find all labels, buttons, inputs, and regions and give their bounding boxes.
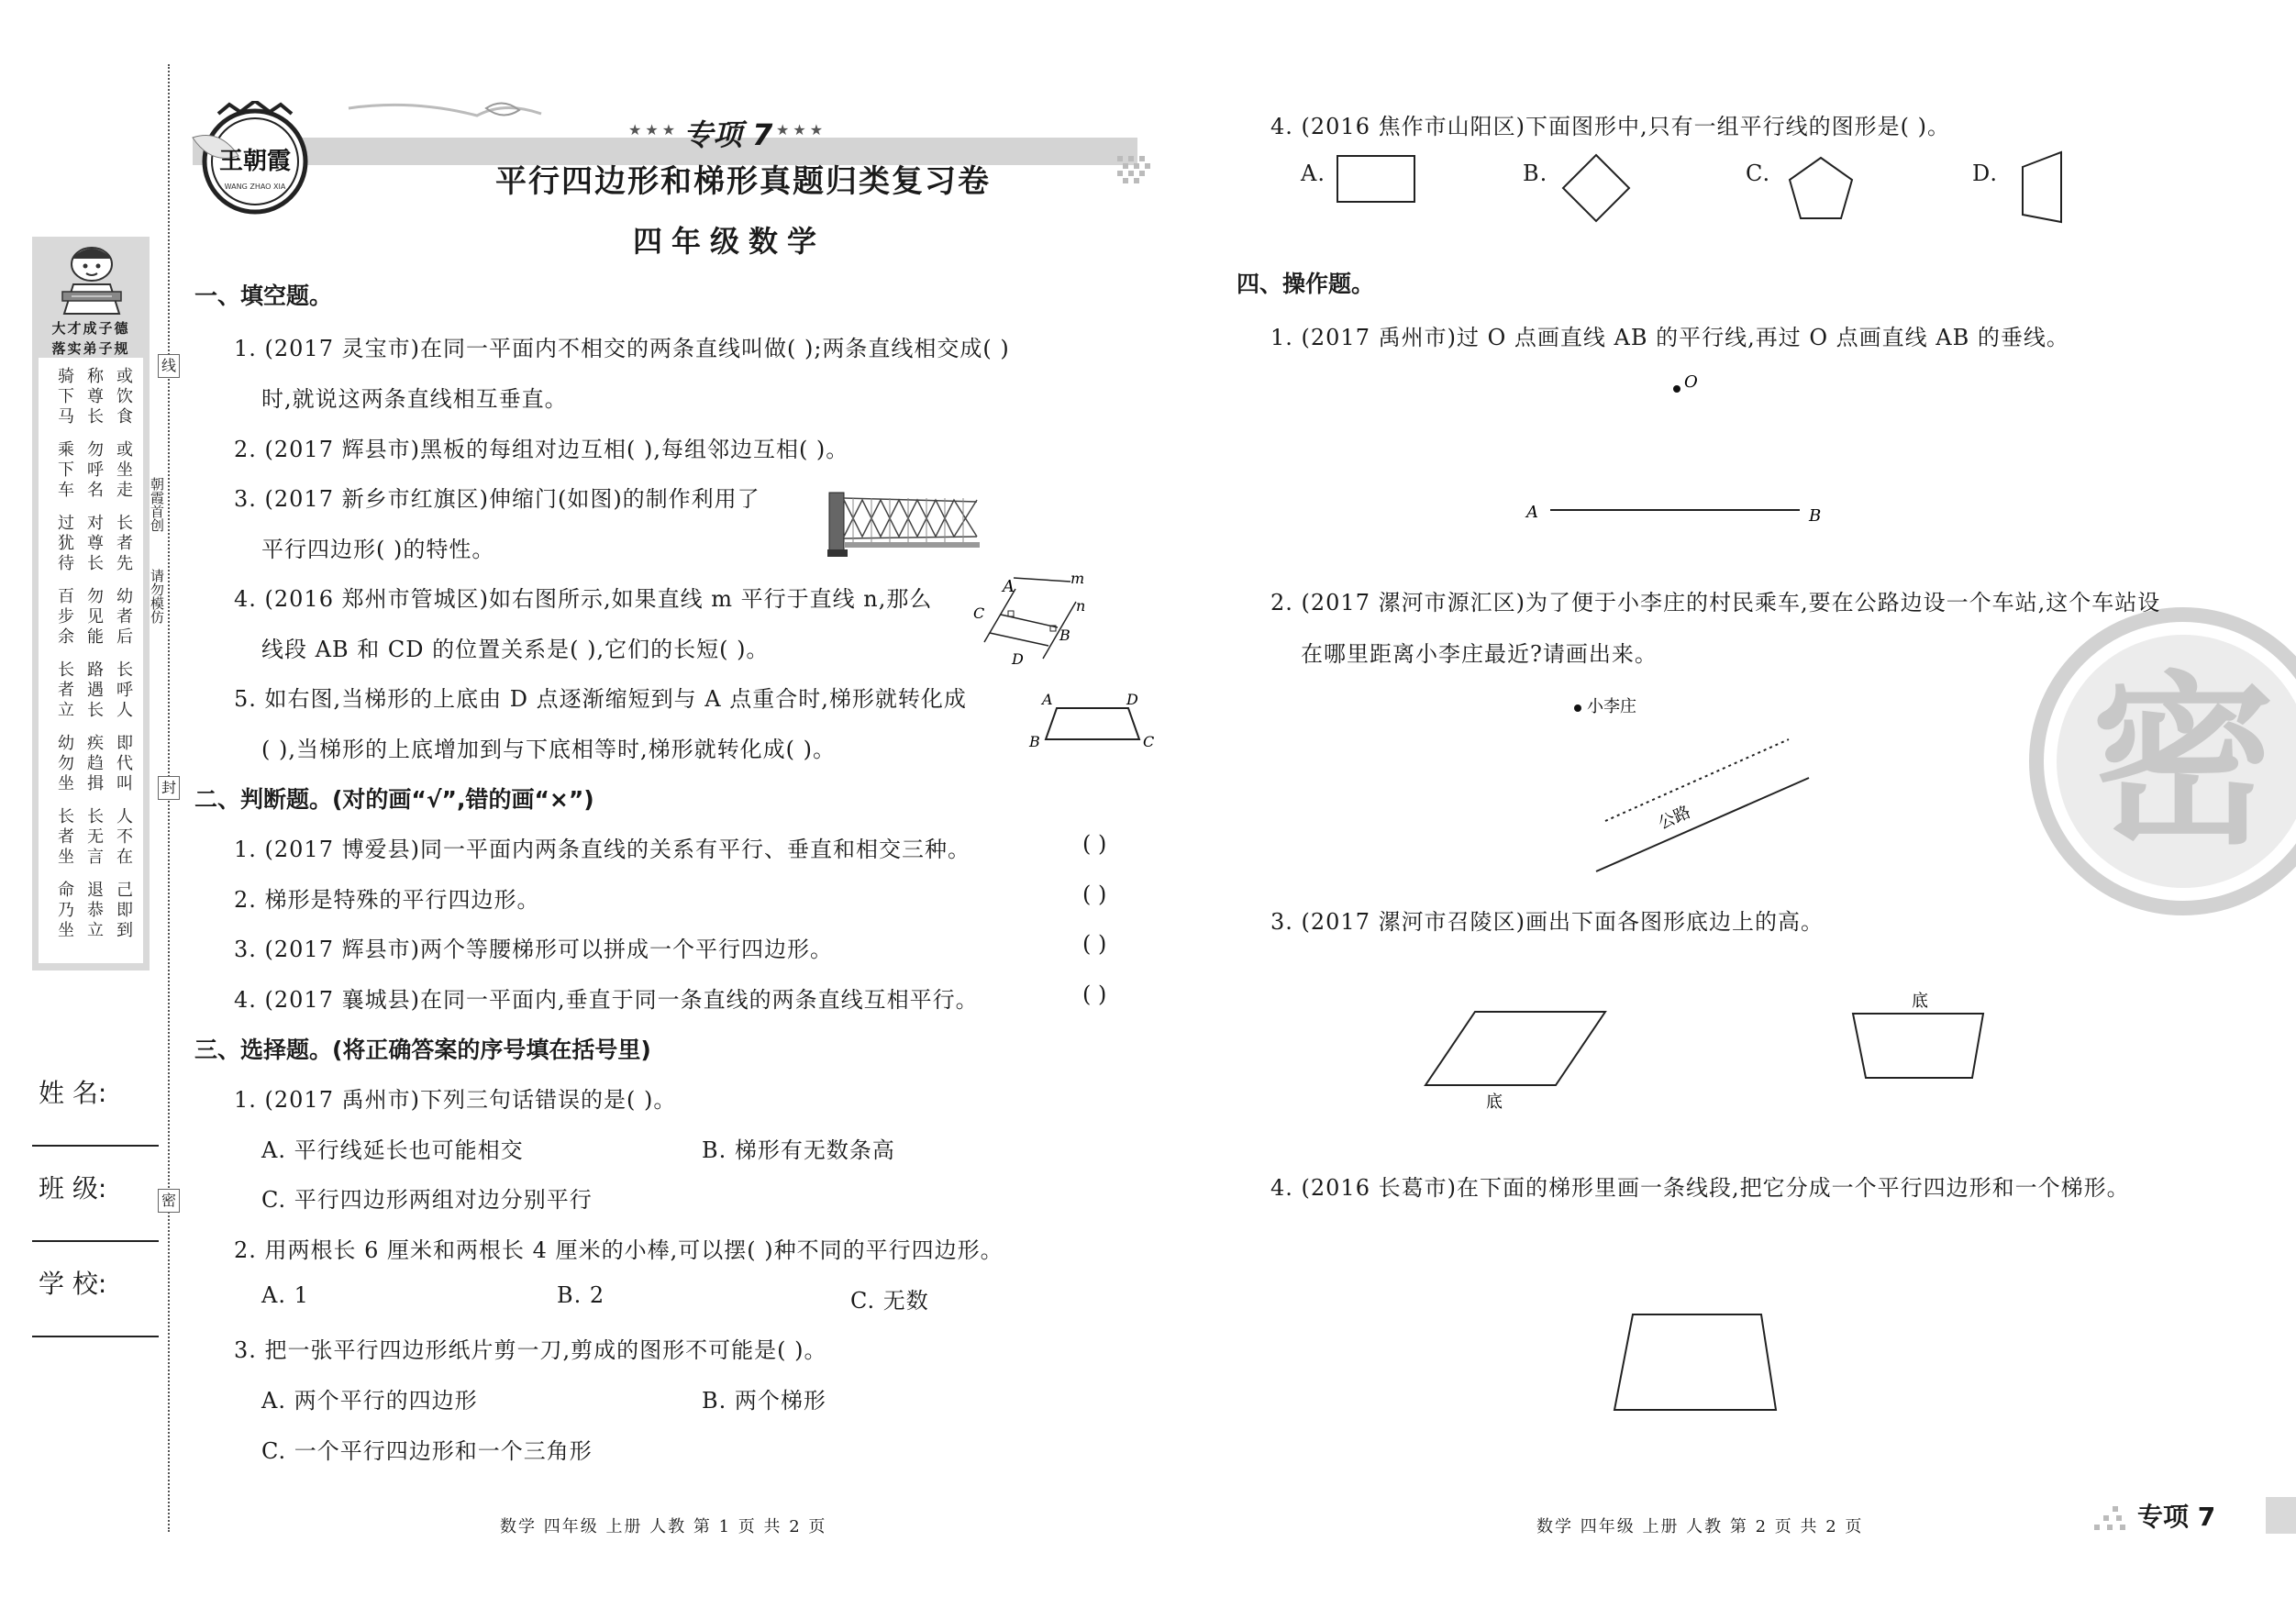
q3-line2: 平行四边形( )的特性。 xyxy=(261,537,495,562)
stars-left: ★★★ xyxy=(628,121,680,139)
operation-1: 1. (2017 禹州市)过 O 点画直线 AB 的平行线,再过 O 点画直线 AB 的垂线。 xyxy=(1270,325,2069,350)
sidebar-verse-column: 长无言 xyxy=(87,807,104,867)
judge-2-answer[interactable]: ( ) xyxy=(1082,882,1107,907)
sidebar-motto-top: 大才成子德 xyxy=(51,320,130,337)
choice-1: 1. (2017 禹州市)下列三句话错误的是( )。 xyxy=(234,1087,677,1113)
choice-4-c: C. xyxy=(1746,161,1771,186)
choice-3: 3. 把一张平行四边形纸片剪一刀,剪成的图形不可能是( )。 xyxy=(234,1337,827,1363)
sidebar-verse-column: 称尊长 xyxy=(87,367,104,427)
shape-square-rotated xyxy=(1559,151,1633,225)
operation-2-line2: 在哪里距离小李庄最近?请画出来。 xyxy=(1301,641,1658,667)
cut-mark-line: 线 xyxy=(158,354,180,378)
header-dots xyxy=(1117,156,1154,189)
school-field[interactable] xyxy=(32,1336,159,1337)
svg-text:B: B xyxy=(1809,506,1822,526)
svg-text:D: D xyxy=(1012,650,1024,668)
q1-line2: 时,就说这两条直线相互垂直。 xyxy=(261,386,568,412)
watermark-text: 密 xyxy=(2091,656,2276,870)
judge-1-answer[interactable]: ( ) xyxy=(1082,831,1107,857)
stars-right: ★★★ xyxy=(776,121,827,139)
choice-2-c: C. 无数 xyxy=(850,1288,929,1314)
section-choice: 三、选择题。(将正确答案的序号填在括号里) xyxy=(194,1037,651,1063)
cut-mark-secret: 密 xyxy=(158,1189,180,1213)
q5-line2: ( ),当梯形的上底增加到与下底相等时,梯形就转化成( )。 xyxy=(261,737,836,762)
vertical-note-1: 朝霞首创 xyxy=(149,477,165,532)
choice-3-b: B. 两个梯形 xyxy=(702,1388,826,1414)
section-fill-in: 一、填空题。 xyxy=(194,283,333,309)
logo-text: 王朝霞 xyxy=(218,148,292,175)
class-label: 班 级: xyxy=(39,1173,107,1203)
shape-rectangle xyxy=(1335,151,1417,206)
judge-3-answer[interactable]: ( ) xyxy=(1082,931,1107,957)
svg-text:底: 底 xyxy=(1912,992,1928,1011)
judge-2: 2. 梯形是特殊的平行四边形。 xyxy=(234,887,540,913)
choice-2-b: B. 2 xyxy=(557,1282,605,1308)
sidebar-verse-column: 或坐走 xyxy=(116,440,133,500)
sidebar-motto-bottom: 落实弟子规 xyxy=(51,340,130,357)
svg-text:A: A xyxy=(1042,691,1053,708)
class-field[interactable] xyxy=(32,1240,159,1242)
folding-gate-image xyxy=(826,482,982,560)
footer-left: 数学 四年级 上册 人教 第 1 页 共 2 页 xyxy=(500,1517,827,1536)
operation-3-trapezoid xyxy=(1844,986,1991,1096)
svg-text:公路: 公路 xyxy=(1655,802,1694,834)
svg-text:A: A xyxy=(1003,577,1015,596)
choice-1-c: C. 平行四边形两组对边分别平行 xyxy=(261,1187,593,1213)
svg-text:B: B xyxy=(1059,627,1070,644)
sidebar-verse-column: 长者立 xyxy=(58,660,74,720)
q5-trapezoid-figure xyxy=(1027,690,1156,754)
header-badge: 专项 7 xyxy=(683,117,773,152)
sidebar-verse-column: 路遇长 xyxy=(87,660,104,720)
choice-4-b: B. xyxy=(1523,161,1548,186)
sidebar-verse-column: 对尊长 xyxy=(87,514,104,573)
q1-line1: 1. (2017 灵宝市)在同一平面内不相交的两条直线叫做( );两条直线相交成( ) xyxy=(234,336,1010,361)
q3-line1: 3. (2017 新乡市红旗区)伸缩门(如图)的制作利用了 xyxy=(234,486,760,512)
sidebar-verse-column: 己即到 xyxy=(116,881,133,940)
choice-1-b: B. 梯形有无数条高 xyxy=(702,1137,895,1163)
choice-2: 2. 用两根长 6 厘米和两根长 4 厘米的小棒,可以摆( )种不同的平行四边形。 xyxy=(234,1237,1004,1263)
judge-3: 3. (2017 辉县市)两个等腰梯形可以拼成一个平行四边形。 xyxy=(234,937,833,962)
choice-4-a: A. xyxy=(1301,161,1325,186)
section-operation: 四、操作题。 xyxy=(1237,271,1375,297)
operation-1-figure xyxy=(1514,367,1835,532)
choice-3-c: C. 一个平行四边形和一个三角形 xyxy=(261,1438,593,1464)
corner-badge: 专项 7 xyxy=(2137,1502,2216,1532)
judge-4: 4. (2017 襄城县)在同一平面内,垂直于同一条直线的两条直线互相平行。 xyxy=(234,987,979,1013)
sidebar-verse-column: 幼者后 xyxy=(116,587,133,647)
school-label: 学 校: xyxy=(39,1269,107,1299)
judge-1: 1. (2017 博爱县)同一平面内两条直线的关系有平行、垂直和相交三种。 xyxy=(234,837,971,862)
sidebar-verse-column: 退恭立 xyxy=(87,881,104,940)
sidebar-verse-column: 骑下马 xyxy=(58,367,74,427)
svg-text:O: O xyxy=(1684,372,1698,392)
sidebar-verse-column: 人不在 xyxy=(116,807,133,867)
choice-1-a: A. 平行线延长也可能相交 xyxy=(261,1137,524,1163)
choice-4-d: D. xyxy=(1972,161,1999,186)
sidebar-verse-column: 或饮食 xyxy=(116,367,133,427)
sidebar-verse-column: 勿见能 xyxy=(87,587,104,647)
q2: 2. (2017 辉县市)黑板的每组对边互相( ),每组邻边互相( )。 xyxy=(234,437,849,462)
svg-text:D: D xyxy=(1126,691,1138,708)
sidebar-verse-column: 过犹待 xyxy=(58,514,74,573)
mascot-icon xyxy=(44,240,139,316)
operation-2-line1: 2. (2017 漯河市源汇区)为了便于小李庄的村民乘车,要在公路边设一个车站,这个车站设 xyxy=(1270,590,2161,616)
q5-line1: 5. 如右图,当梯形的上底由 D 点逐渐缩短到与 A 点重合时,梯形就转化成 xyxy=(234,686,967,712)
footer-right: 数学 四年级 上册 人教 第 2 页 共 2 页 xyxy=(1536,1517,1864,1536)
sidebar-verse-column: 疾趋揖 xyxy=(87,734,104,793)
svg-text:WANG ZHAO XIA: WANG ZHAO XIA xyxy=(224,183,286,191)
page-title: 平行四边形和梯形真题归类复习卷 xyxy=(495,163,991,200)
page-subtitle: 四年级数学 xyxy=(633,224,826,259)
choice-4: 4. (2016 焦作市山阳区)下面图形中,只有一组平行线的图形是( )。 xyxy=(1270,114,1950,139)
sidebar-verse-column: 百步余 xyxy=(58,587,74,647)
corner-badge-bg xyxy=(2266,1497,2296,1534)
sidebar-verse-column: 命乃坐 xyxy=(58,881,74,940)
svg-text:底: 底 xyxy=(1486,1092,1503,1112)
name-field[interactable] xyxy=(32,1145,159,1147)
q4-parallel-lines-figure xyxy=(968,569,1096,679)
q4-line1: 4. (2016 郑州市管城区)如右图所示,如果直线 m 平行于直线 n,那么 xyxy=(234,586,933,612)
sidebar-verse-column: 长者先 xyxy=(116,514,133,573)
operation-2-figure xyxy=(1559,688,1825,890)
operation-4: 4. (2016 长葛市)在下面的梯形里画一条线段,把它分成一个平行四边形和一个梯形。 xyxy=(1270,1175,2130,1201)
operation-4-trapezoid xyxy=(1605,1307,1789,1417)
choice-2-a: A. 1 xyxy=(261,1282,309,1308)
corner-dots xyxy=(2094,1506,2131,1534)
name-label: 姓 名: xyxy=(39,1078,107,1108)
sidebar-verse-column: 即代叫 xyxy=(116,734,133,793)
vertical-note-2: 请勿模仿 xyxy=(149,569,165,624)
section-judge: 二、判断题。(对的画“√”,错的画“×”) xyxy=(194,786,594,813)
operation-3-parallelogram xyxy=(1422,1004,1614,1115)
svg-text:A: A xyxy=(1526,503,1538,522)
sidebar-verse-column: 长呼人 xyxy=(116,660,133,720)
svg-text:小李庄: 小李庄 xyxy=(1587,697,1636,716)
svg-text:B: B xyxy=(1029,733,1040,750)
shape-pentagon xyxy=(1784,154,1858,224)
shape-trapezoid xyxy=(2013,147,2069,229)
choice-3-a: A. 两个平行的四边形 xyxy=(261,1388,478,1414)
svg-text:m: m xyxy=(1070,570,1085,587)
svg-text:n: n xyxy=(1076,597,1086,615)
logo-icon xyxy=(183,101,321,216)
judge-4-answer[interactable]: ( ) xyxy=(1082,981,1107,1007)
q4-line2: 线段 AB 和 CD 的位置关系是( ),它们的长短( )。 xyxy=(261,637,770,662)
watermark-seal-icon xyxy=(2018,605,2296,917)
sidebar-verse-column: 幼勿坐 xyxy=(58,734,74,793)
sidebar-verse-column: 乘下车 xyxy=(58,440,74,500)
svg-text:C: C xyxy=(1143,733,1155,750)
sidebar-verse-column: 勿呼名 xyxy=(87,440,104,500)
operation-3: 3. (2017 漯河市召陵区)画出下面各图形底边上的高。 xyxy=(1270,909,1824,935)
cut-mark-seal: 封 xyxy=(158,776,180,800)
svg-text:C: C xyxy=(973,604,985,622)
sidebar-verse-column: 长者坐 xyxy=(58,807,74,867)
